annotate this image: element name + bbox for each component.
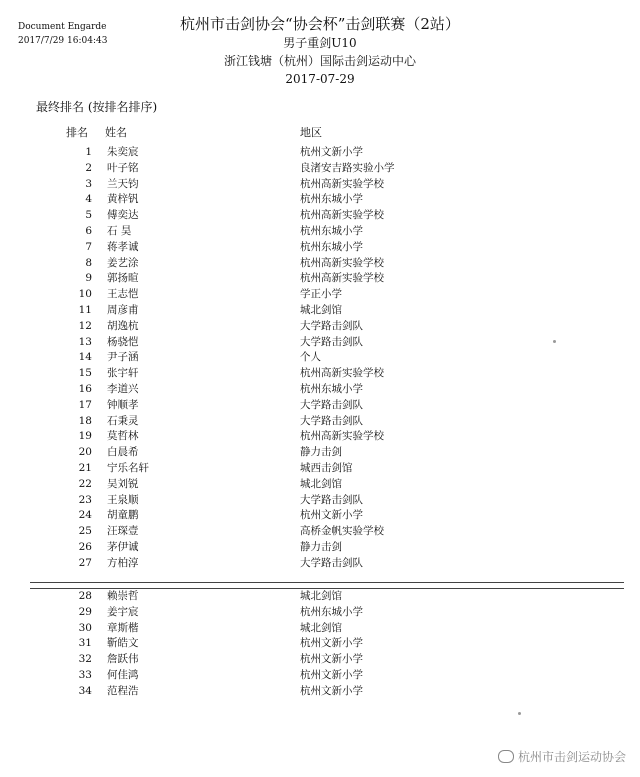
table-row <box>0 556 640 572</box>
column-header-rank: 排名 <box>66 126 88 139</box>
rank-cell: 16 <box>78 382 92 395</box>
region-cell: 城西击剑馆 <box>300 461 353 474</box>
table-row <box>0 256 640 272</box>
rank-cell: 10 <box>78 288 92 301</box>
region-cell: 城北剑馆 <box>300 590 342 602</box>
table-row <box>0 524 640 540</box>
name-cell: 叶子铭 <box>107 161 139 174</box>
column-header-region: 地区 <box>300 126 322 139</box>
name-cell: 尹子涵 <box>107 351 139 364</box>
table-row <box>0 161 640 177</box>
region-cell: 杭州高新实验学校 <box>300 177 384 190</box>
scan-speck <box>518 712 521 715</box>
name-cell: 钟顺孝 <box>107 398 139 411</box>
region-cell: 杭州高新实验学校 <box>300 430 384 443</box>
name-cell: 何佳鸿 <box>107 668 139 681</box>
rank-cell: 8 <box>85 256 92 269</box>
table-row <box>0 445 640 461</box>
table-row <box>0 493 640 509</box>
region-cell: 杭州文新小学 <box>300 684 363 697</box>
rank-cell: 20 <box>78 446 92 459</box>
rank-cell: 21 <box>78 461 92 474</box>
rank-cell: 1 <box>85 146 92 158</box>
region-cell: 杭州东城小学 <box>300 224 363 237</box>
name-cell: 胡逸杭 <box>107 319 139 332</box>
table-row <box>0 508 640 524</box>
region-cell: 静力击剑 <box>300 540 342 553</box>
name-cell: 朱奕宸 <box>107 146 139 158</box>
table-row <box>0 224 640 240</box>
rank-cell: 22 <box>78 477 92 490</box>
rank-cell: 27 <box>78 556 92 569</box>
region-cell: 大学路击剑队 <box>300 398 363 411</box>
name-cell: 姜宇宸 <box>107 605 139 618</box>
name-cell: 章斯楷 <box>107 621 139 634</box>
watermark <box>498 748 626 765</box>
region-cell: 高桥金帆实验学校 <box>300 525 384 538</box>
rank-cell: 24 <box>78 509 92 522</box>
name-cell: 宁乐名轩 <box>107 461 149 474</box>
ranking-list-bottom <box>0 589 640 700</box>
double-line-divider <box>30 582 624 589</box>
name-cell: 靳皓文 <box>107 637 139 650</box>
rank-cell: 11 <box>78 303 92 316</box>
rank-cell: 18 <box>78 414 92 427</box>
table-row <box>0 366 640 382</box>
competition-title: 杭州市击剑协会“协会杯”击剑联赛（2站） <box>180 15 460 33</box>
rank-cell: 25 <box>78 525 92 538</box>
region-cell: 杭州文新小学 <box>300 509 363 522</box>
rank-cell: 26 <box>78 540 92 553</box>
watermark-text: 杭州市击剑运动协会 <box>517 750 626 764</box>
wechat-icon <box>498 750 514 763</box>
table-row <box>0 429 640 445</box>
venue: 浙江钱塘（杭州）国际击剑运动中心 <box>223 54 416 68</box>
event-name: 男子重剑U10 <box>283 36 357 50</box>
rank-cell: 19 <box>78 430 92 443</box>
table-row <box>0 350 640 366</box>
name-cell: 蒋孝诚 <box>107 240 139 253</box>
name-cell: 张宇轩 <box>107 367 139 380</box>
table-row <box>0 668 640 684</box>
rank-cell: 9 <box>85 272 92 285</box>
table-row <box>0 145 640 161</box>
ranking-list-top <box>0 145 640 572</box>
region-cell: 城北剑馆 <box>300 303 342 316</box>
name-cell: 吴刘锐 <box>107 477 139 490</box>
name-cell: 黄梓钒 <box>107 193 139 206</box>
table-row <box>0 303 640 319</box>
document-header <box>0 14 640 88</box>
timestamp: 2017/7/29 16:04:43 <box>18 36 108 46</box>
name-cell: 汪琛壹 <box>107 525 139 538</box>
name-cell: 傅奕达 <box>107 209 139 222</box>
table-row <box>0 684 640 700</box>
table-row <box>0 589 640 605</box>
rank-cell: 31 <box>78 637 92 650</box>
ranking-subtitle: 最终排名 (按排名排序) <box>36 100 158 114</box>
region-cell: 个人 <box>300 351 321 364</box>
table-row <box>0 177 640 193</box>
rank-cell: 15 <box>78 367 92 380</box>
name-cell: 石 昊 <box>107 224 132 237</box>
rank-cell: 13 <box>78 335 92 348</box>
rank-cell: 23 <box>78 493 92 506</box>
generator-label: Document Engarde <box>18 22 107 32</box>
name-cell: 郭扬暄 <box>107 272 139 285</box>
region-cell: 城北剑馆 <box>300 477 342 490</box>
table-row <box>0 398 640 414</box>
region-cell: 杭州文新小学 <box>300 146 363 158</box>
rank-cell: 6 <box>85 224 92 237</box>
region-cell: 学正小学 <box>300 288 342 301</box>
rank-cell: 2 <box>85 161 92 174</box>
name-cell: 王泉顺 <box>107 493 139 506</box>
region-cell: 城北剑馆 <box>300 621 342 634</box>
rank-cell: 5 <box>85 209 92 222</box>
rank-cell: 7 <box>85 240 92 253</box>
event-date: 2017-07-29 <box>285 72 355 86</box>
name-cell: 詹跃伟 <box>107 653 139 666</box>
table-row <box>0 382 640 398</box>
table-row <box>0 652 640 668</box>
region-cell: 杭州东城小学 <box>300 193 363 206</box>
table-row <box>0 636 640 652</box>
name-cell: 石秉灵 <box>107 414 139 427</box>
rank-cell: 34 <box>78 684 92 697</box>
region-cell: 杭州高新实验学校 <box>300 256 384 269</box>
table-row <box>0 414 640 430</box>
table-row <box>0 192 640 208</box>
name-cell: 白晨希 <box>107 446 139 459</box>
region-cell: 杭州高新实验学校 <box>300 209 384 222</box>
table-row <box>0 208 640 224</box>
region-cell: 杭州文新小学 <box>300 653 363 666</box>
region-cell: 大学路击剑队 <box>300 335 363 348</box>
region-cell: 大学路击剑队 <box>300 493 363 506</box>
region-cell: 杭州东城小学 <box>300 382 363 395</box>
rank-cell: 14 <box>78 351 92 364</box>
rank-cell: 30 <box>78 621 92 634</box>
name-cell: 周彦甫 <box>107 303 139 316</box>
region-cell: 良渚安吉路实验小学 <box>300 161 395 174</box>
region-cell: 大学路击剑队 <box>300 319 363 332</box>
rank-cell: 4 <box>85 193 92 206</box>
region-cell: 杭州高新实验学校 <box>300 272 384 285</box>
region-cell: 大学路击剑队 <box>300 414 363 427</box>
rank-cell: 33 <box>78 668 92 681</box>
rank-cell: 32 <box>78 653 92 666</box>
name-cell: 胡童鹏 <box>107 509 139 522</box>
table-row <box>0 540 640 556</box>
name-cell: 杨骁恺 <box>107 335 139 348</box>
region-cell: 杭州东城小学 <box>300 605 363 618</box>
name-cell: 王志恺 <box>107 288 139 301</box>
name-cell: 方柏淳 <box>107 556 139 569</box>
column-header-name: 姓名 <box>105 126 127 139</box>
name-cell: 姜艺涂 <box>107 256 139 269</box>
rank-cell: 17 <box>78 398 92 411</box>
table-row <box>0 287 640 303</box>
table-row <box>0 240 640 256</box>
region-cell: 杭州东城小学 <box>300 240 363 253</box>
table-row <box>0 335 640 351</box>
region-cell: 大学路击剑队 <box>300 556 363 569</box>
rank-cell: 29 <box>78 605 92 618</box>
name-cell: 李道兴 <box>107 382 139 395</box>
rank-cell: 3 <box>85 177 92 190</box>
table-row <box>0 477 640 493</box>
region-cell: 杭州高新实验学校 <box>300 367 384 380</box>
name-cell: 莫哲林 <box>107 430 139 443</box>
scan-speck <box>553 340 556 343</box>
name-cell: 赖崇哲 <box>107 590 139 602</box>
table-row <box>0 319 640 335</box>
table-row <box>0 621 640 637</box>
table-row <box>0 605 640 621</box>
region-cell: 杭州文新小学 <box>300 637 363 650</box>
name-cell: 兰天钧 <box>107 177 139 190</box>
name-cell: 茅伊诚 <box>107 540 139 553</box>
rank-cell: 12 <box>78 319 92 332</box>
name-cell: 范程浩 <box>107 684 139 697</box>
region-cell: 静力击剑 <box>300 446 342 459</box>
table-row <box>0 461 640 477</box>
rank-cell: 28 <box>78 590 92 602</box>
table-row <box>0 271 640 287</box>
region-cell: 杭州文新小学 <box>300 668 363 681</box>
